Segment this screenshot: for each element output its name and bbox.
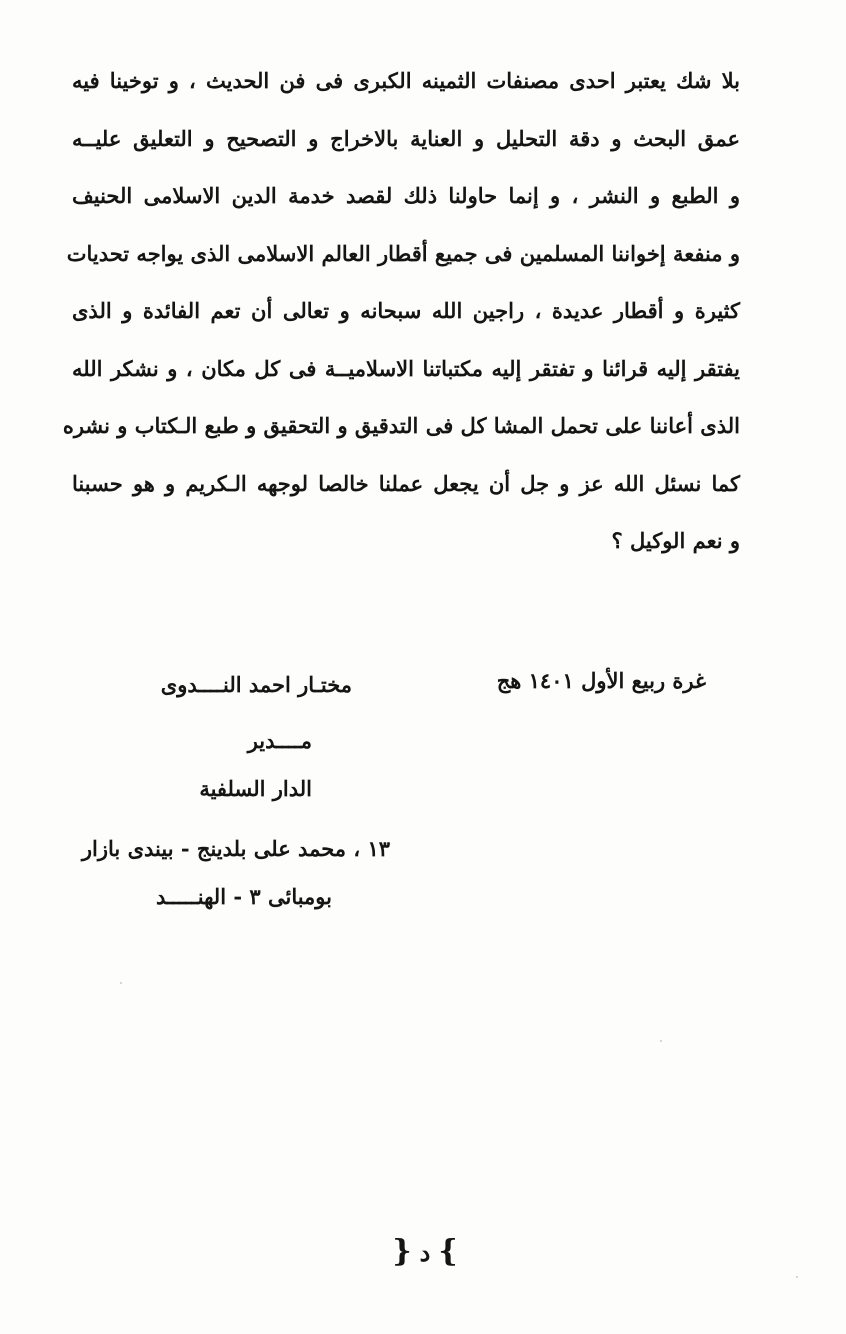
page-number-label: د bbox=[419, 1237, 431, 1267]
page-number bbox=[380, 1230, 470, 1274]
signatory-role: مــــدير bbox=[247, 728, 312, 753]
paragraph-line-3: و الطبع و النشر ، و إنما حاولنا ذلك لقصد خدمة الدين الاسلامى الحنيف bbox=[72, 183, 740, 208]
preface-paragraph bbox=[62, 52, 740, 570]
signatory-name: مختـار احمد النــــدوى bbox=[160, 672, 352, 697]
right-brace-icon: } bbox=[438, 1234, 458, 1269]
paragraph-line-5: كثيرة و أقطار عديدة ، راجين الله سبحانه و تعالى أن تعم الفائدة و الذى bbox=[72, 298, 740, 323]
signature-date: غرة ربيع الأول ١٤٠١ هج bbox=[496, 668, 706, 693]
paper-speck bbox=[120, 982, 122, 984]
left-brace-icon: { bbox=[392, 1234, 412, 1269]
address-line-1: ١٣ ، محمد على بلدينج - بيندى بازار bbox=[81, 836, 390, 861]
paragraph-line-2: عمق البحث و دقة التحليل و العناية بالاخراج و التصحيح و التعليق عليــه bbox=[72, 125, 740, 151]
paper-speck bbox=[796, 1276, 798, 1278]
paragraph-line-7: الذى أعاننا على تحمل المشا كل فى التدقيق و التحقيق و طبع الـكتاب و نشره bbox=[62, 413, 740, 438]
paragraph-line-9: و نعم الوكيل ؟ bbox=[611, 528, 740, 553]
organization-name: الدار السلفية bbox=[199, 776, 312, 801]
address-line-2: بومبائى ٣ - الهنـــــد bbox=[156, 884, 332, 909]
paragraph-line-4: و منفعة إخواننا المسلمين فى جميع أقطار العالم الاسلامى الذى يواجه تحديات bbox=[66, 240, 740, 266]
paragraph-line-1: بلا شك يعتبر احدى مصنفات الثمينه الكبرى فى فن الحديث ، و توخينا فيه bbox=[72, 68, 740, 93]
paper-speck bbox=[660, 1040, 662, 1042]
paragraph-line-6: يفتقر إليه قرائنا و تفتقر إليه مكتباتنا الاسلاميــة فى كل مكان ، و نشكر الله bbox=[72, 355, 740, 381]
paragraph-line-8: كما نسئل الله عز و جل أن يجعل عملنا خالصا لوجهه الـكريم و هو حسبنا bbox=[72, 470, 740, 496]
